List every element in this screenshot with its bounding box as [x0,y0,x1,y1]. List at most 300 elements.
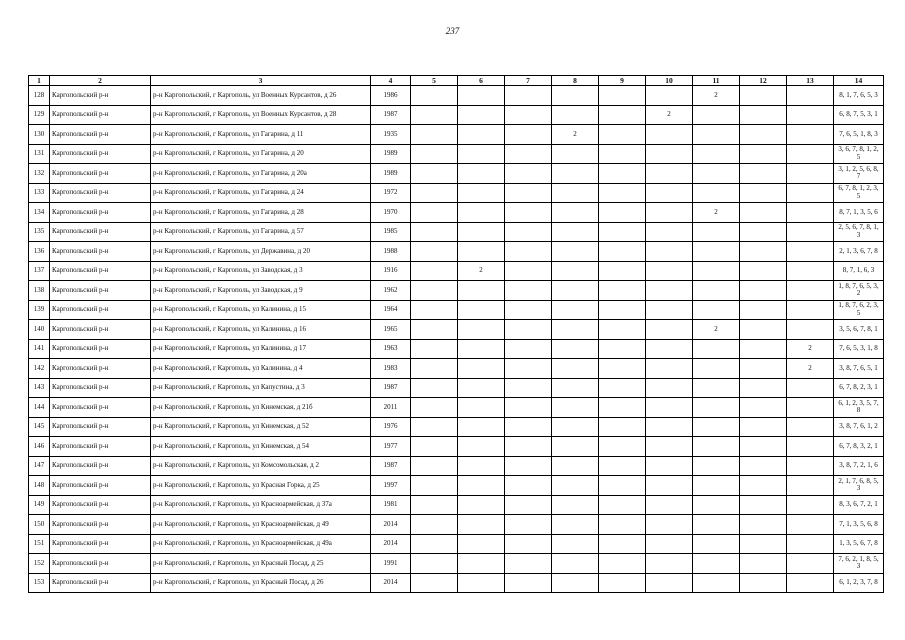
col10-cell [646,203,693,223]
district-cell: Каргопольский р-н [50,554,151,574]
col8-cell [552,495,599,515]
col13-cell [787,515,834,535]
col9-cell [599,125,646,145]
year-cell: 1986 [371,86,411,106]
col13-cell [787,573,834,593]
row-number: 141 [29,339,50,359]
col10-cell [646,495,693,515]
col5-cell [411,515,458,535]
col7-cell [505,320,552,340]
col6-cell [458,456,505,476]
column-header: 1 [29,76,50,86]
column-header: 12 [740,76,787,86]
column-header: 13 [787,76,834,86]
table-row [29,261,884,281]
col5-cell [411,86,458,106]
col7-cell [505,515,552,535]
col12-cell [740,476,787,496]
col10-cell [646,125,693,145]
col11-cell [693,495,740,515]
col7-cell [505,378,552,398]
district-cell: Каргопольский р-н [50,417,151,437]
col6-cell [458,398,505,418]
codes-cell: 6, 8, 7, 5, 3, 1 [834,105,884,125]
col7-cell [505,164,552,184]
year-cell: 2011 [371,398,411,418]
col12-cell [740,378,787,398]
col5-cell [411,144,458,164]
col12-cell [740,534,787,554]
codes-cell: 3, 8, 7, 6, 5, 1 [834,359,884,379]
col10-cell [646,515,693,535]
year-cell: 1916 [371,261,411,281]
table-row [29,222,884,242]
address-cell: р-н Каргопольский, г Каргополь, ул Красноармейская, д 37а [151,495,371,515]
col5-cell [411,456,458,476]
col7-cell [505,183,552,203]
col11-cell [693,183,740,203]
col6-cell [458,378,505,398]
col5-cell [411,398,458,418]
col11-cell [693,164,740,184]
col5-cell [411,534,458,554]
col6-cell [458,437,505,457]
address-cell: р-н Каргопольский, г Каргополь, ул Гагарина, д 24 [151,183,371,203]
col7-cell [505,476,552,496]
year-cell: 1962 [371,281,411,301]
col5-cell [411,242,458,262]
district-cell: Каргопольский р-н [50,242,151,262]
codes-cell: 1, 3, 5, 6, 7, 8 [834,534,884,554]
col9-cell [599,359,646,379]
col8-cell [552,456,599,476]
col12-cell [740,261,787,281]
col13-cell [787,86,834,106]
col11-cell [693,242,740,262]
col6-cell [458,164,505,184]
address-cell: р-н Каргопольский, г Каргополь, ул Заводская, д 3 [151,261,371,281]
district-cell: Каргопольский р-н [50,495,151,515]
address-cell: р-н Каргопольский, г Каргополь, ул Гагарина, д 20 [151,144,371,164]
codes-cell: 7, 1, 3, 5, 6, 8 [834,515,884,535]
address-cell: р-н Каргопольский, г Каргополь, ул Кинемская, д 52 [151,417,371,437]
col11-cell [693,300,740,320]
year-cell: 1991 [371,554,411,574]
col9-cell [599,378,646,398]
col13-cell [787,105,834,125]
col5-cell [411,261,458,281]
col11-cell: 2 [693,86,740,106]
col13-cell [787,222,834,242]
row-number: 136 [29,242,50,262]
col8-cell [552,437,599,457]
col8-cell [552,144,599,164]
address-cell: р-н Каргопольский, г Каргополь, ул Кинемская, д 54 [151,437,371,457]
col6-cell [458,339,505,359]
table-row [29,495,884,515]
col7-cell [505,300,552,320]
col11-cell [693,515,740,535]
col6-cell [458,417,505,437]
district-cell: Каргопольский р-н [50,378,151,398]
column-header: 14 [834,76,884,86]
col10-cell [646,86,693,106]
col5-cell [411,203,458,223]
col5-cell [411,437,458,457]
col11-cell [693,125,740,145]
col5-cell [411,554,458,574]
col11-cell: 2 [693,320,740,340]
row-number: 128 [29,86,50,106]
col10-cell [646,164,693,184]
col10-cell [646,437,693,457]
address-cell: р-н Каргопольский, г Каргополь, ул Военных Курсантов, д 26 [151,86,371,106]
col5-cell [411,417,458,437]
col9-cell [599,534,646,554]
codes-cell: 6, 7, 8, 3, 2, 1 [834,437,884,457]
col5-cell [411,281,458,301]
col6-cell [458,242,505,262]
col13-cell [787,378,834,398]
codes-cell: 7, 6, 5, 1, 8, 3 [834,125,884,145]
codes-cell: 7, 6, 5, 3, 1, 8 [834,339,884,359]
address-cell: р-н Каргопольский, г Каргополь, ул Калинина, д 15 [151,300,371,320]
address-cell: р-н Каргопольский, г Каргополь, ул Гагарина, д 20а [151,164,371,184]
col8-cell [552,261,599,281]
row-number: 137 [29,261,50,281]
col10-cell [646,144,693,164]
district-cell: Каргопольский р-н [50,534,151,554]
col12-cell [740,86,787,106]
col8-cell [552,339,599,359]
year-cell: 1987 [371,105,411,125]
table-row [29,417,884,437]
row-number: 131 [29,144,50,164]
codes-cell: 3, 5, 6, 7, 8, 1 [834,320,884,340]
row-number: 151 [29,534,50,554]
codes-cell: 8, 7, 1, 6, 3 [834,261,884,281]
col9-cell [599,222,646,242]
codes-cell: 1, 8, 7, 6, 2, 3, 5 [834,300,884,320]
address-cell: р-н Каргопольский, г Каргополь, ул Калинина, д 4 [151,359,371,379]
column-header: 8 [552,76,599,86]
year-cell: 1965 [371,320,411,340]
col7-cell [505,495,552,515]
district-cell: Каргопольский р-н [50,281,151,301]
col6-cell: 2 [458,261,505,281]
row-number: 153 [29,573,50,593]
col13-cell [787,495,834,515]
col8-cell [552,222,599,242]
row-number: 145 [29,417,50,437]
col7-cell [505,144,552,164]
col10-cell [646,359,693,379]
col7-cell [505,554,552,574]
year-cell: 1983 [371,359,411,379]
row-number: 143 [29,378,50,398]
col6-cell [458,495,505,515]
col12-cell [740,437,787,457]
codes-cell: 6, 7, 8, 1, 2, 3, 5 [834,183,884,203]
col9-cell [599,144,646,164]
address-cell: р-н Каргопольский, г Каргополь, ул Державина, д 20 [151,242,371,262]
table-row [29,105,884,125]
col10-cell: 2 [646,105,693,125]
row-number: 152 [29,554,50,574]
col12-cell [740,573,787,593]
col13-cell [787,144,834,164]
col8-cell [552,417,599,437]
year-cell: 1988 [371,242,411,262]
table-row [29,398,884,418]
col7-cell [505,86,552,106]
codes-cell: 6, 7, 8, 2, 3, 1 [834,378,884,398]
col10-cell [646,183,693,203]
table-row [29,437,884,457]
table-row [29,203,884,223]
row-number: 144 [29,398,50,418]
district-cell: Каргопольский р-н [50,105,151,125]
col10-cell [646,456,693,476]
col8-cell [552,86,599,106]
address-cell: р-н Каргопольский, г Каргополь, ул Красный Посад, д 26 [151,573,371,593]
row-number: 140 [29,320,50,340]
col5-cell [411,125,458,145]
col13-cell [787,164,834,184]
registry-table [28,75,884,593]
col9-cell [599,495,646,515]
col12-cell [740,495,787,515]
col10-cell [646,339,693,359]
col10-cell [646,573,693,593]
col12-cell [740,242,787,262]
col5-cell [411,476,458,496]
col7-cell [505,573,552,593]
district-cell: Каргопольский р-н [50,203,151,223]
table-row [29,125,884,145]
table-row [29,339,884,359]
row-number: 130 [29,125,50,145]
col6-cell [458,183,505,203]
table-header-row [29,76,884,86]
district-cell: Каргопольский р-н [50,222,151,242]
col7-cell [505,359,552,379]
col5-cell [411,339,458,359]
table-row [29,573,884,593]
col7-cell [505,398,552,418]
column-header: 9 [599,76,646,86]
col11-cell [693,105,740,125]
column-header: 7 [505,76,552,86]
col13-cell [787,203,834,223]
col12-cell [740,183,787,203]
col13-cell [787,183,834,203]
codes-cell: 3, 8, 7, 6, 1, 2 [834,417,884,437]
col7-cell [505,105,552,125]
col5-cell [411,320,458,340]
col13-cell [787,534,834,554]
district-cell: Каргопольский р-н [50,261,151,281]
col12-cell [740,417,787,437]
col11-cell [693,437,740,457]
row-number: 129 [29,105,50,125]
table-row [29,320,884,340]
col9-cell [599,164,646,184]
table-row [29,456,884,476]
district-cell: Каргопольский р-н [50,183,151,203]
codes-cell: 7, 6, 2, 1, 8, 5, 3 [834,554,884,574]
district-cell: Каргопольский р-н [50,359,151,379]
col5-cell [411,105,458,125]
col11-cell [693,359,740,379]
col13-cell [787,554,834,574]
year-cell: 1987 [371,378,411,398]
col10-cell [646,222,693,242]
col13-cell [787,456,834,476]
col8-cell [552,300,599,320]
year-cell: 1985 [371,222,411,242]
district-cell: Каргопольский р-н [50,164,151,184]
table-row [29,242,884,262]
column-header: 2 [50,76,151,86]
col12-cell [740,105,787,125]
col9-cell [599,398,646,418]
col8-cell [552,378,599,398]
col8-cell [552,515,599,535]
col13-cell [787,398,834,418]
col9-cell [599,281,646,301]
table-row [29,281,884,301]
column-header: 10 [646,76,693,86]
col12-cell [740,281,787,301]
col9-cell [599,417,646,437]
col9-cell [599,573,646,593]
col13-cell [787,261,834,281]
col8-cell [552,183,599,203]
year-cell: 1981 [371,495,411,515]
codes-cell: 8, 3, 6, 7, 2, 1 [834,495,884,515]
col10-cell [646,320,693,340]
address-cell: р-н Каргопольский, г Каргополь, ул Калинина, д 16 [151,320,371,340]
col6-cell [458,359,505,379]
col7-cell [505,222,552,242]
col8-cell [552,573,599,593]
col12-cell [740,554,787,574]
year-cell: 1963 [371,339,411,359]
col11-cell [693,534,740,554]
col9-cell [599,261,646,281]
address-cell: р-н Каргопольский, г Каргополь, ул Гагарина, д 11 [151,125,371,145]
col6-cell [458,105,505,125]
codes-cell: 3, 8, 7, 2, 1, 6 [834,456,884,476]
row-number: 132 [29,164,50,184]
col11-cell [693,281,740,301]
row-number: 139 [29,300,50,320]
table-row [29,476,884,496]
col8-cell [552,476,599,496]
column-header: 11 [693,76,740,86]
col10-cell [646,281,693,301]
row-number: 142 [29,359,50,379]
row-number: 138 [29,281,50,301]
table-row [29,554,884,574]
col7-cell [505,242,552,262]
col11-cell [693,378,740,398]
table-row [29,378,884,398]
col6-cell [458,86,505,106]
col8-cell [552,281,599,301]
col5-cell [411,183,458,203]
address-cell: р-н Каргопольский, г Каргополь, ул Красноармейская, д 49 [151,515,371,535]
district-cell: Каргопольский р-н [50,300,151,320]
column-header: 5 [411,76,458,86]
col6-cell [458,144,505,164]
row-number: 148 [29,476,50,496]
col6-cell [458,515,505,535]
col8-cell [552,554,599,574]
year-cell: 1997 [371,476,411,496]
col9-cell [599,339,646,359]
col11-cell [693,554,740,574]
col12-cell [740,456,787,476]
address-cell: р-н Каргопольский, г Каргополь, ул Красная Горка, д 25 [151,476,371,496]
col11-cell [693,261,740,281]
table-row [29,515,884,535]
col8-cell [552,242,599,262]
address-cell: р-н Каргопольский, г Каргополь, ул Военных Курсантов, д 28 [151,105,371,125]
col13-cell: 2 [787,339,834,359]
year-cell: 1989 [371,144,411,164]
col13-cell [787,437,834,457]
col10-cell [646,534,693,554]
col11-cell [693,456,740,476]
district-cell: Каргопольский р-н [50,515,151,535]
codes-cell: 2, 5, 6, 7, 8, 1, 3 [834,222,884,242]
year-cell: 1964 [371,300,411,320]
col7-cell [505,437,552,457]
col6-cell [458,554,505,574]
col11-cell [693,417,740,437]
col10-cell [646,554,693,574]
col5-cell [411,359,458,379]
table-row [29,183,884,203]
year-cell: 1977 [371,437,411,457]
col11-cell [693,476,740,496]
codes-cell: 3, 6, 7, 8, 1, 2, 5 [834,144,884,164]
col6-cell [458,300,505,320]
col9-cell [599,515,646,535]
col6-cell [458,534,505,554]
col13-cell [787,281,834,301]
codes-cell: 8, 1, 7, 6, 5, 3 [834,86,884,106]
table-row [29,86,884,106]
codes-cell: 3, 1, 2, 5, 6, 8, 7 [834,164,884,184]
col5-cell [411,300,458,320]
col10-cell [646,300,693,320]
col9-cell [599,86,646,106]
col12-cell [740,203,787,223]
col9-cell [599,105,646,125]
district-cell: Каргопольский р-н [50,476,151,496]
table-row [29,164,884,184]
col9-cell [599,554,646,574]
col13-cell [787,320,834,340]
col13-cell [787,300,834,320]
row-number: 135 [29,222,50,242]
table-row [29,359,884,379]
year-cell: 1970 [371,203,411,223]
col10-cell [646,242,693,262]
